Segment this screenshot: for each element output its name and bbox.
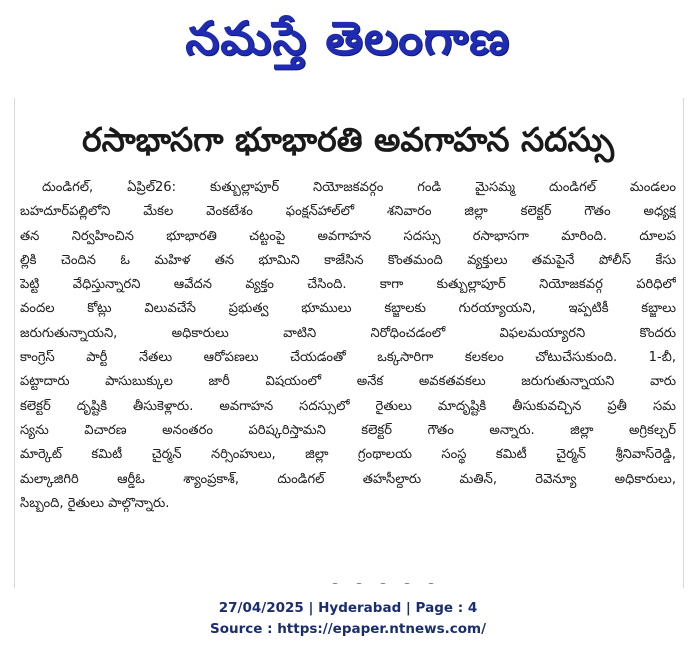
article-line: కాంగ్రెస్ పార్టీ నేతలు ఆరోపణలు చేయడంతో ఒక్కసారిగా కలకలం చోటుచేసుకుంది. 1-బీ,	[20, 350, 676, 366]
article-line: పట్టాదారు పాసుబుక్కుల జారీ విషయంలో అనేక అవకతవకలు జరుగుతున్నాయని వారు	[20, 374, 676, 390]
article-headline: రసాభాసగా భూభారతి అవగాహన సదస్సు	[82, 120, 614, 159]
article-line: కలెక్టర్ దృష్టికి తీసుకెళ్లారు. అవగాహన సదస్సులో రైతులు మాదృష్టికి తీసుకువచ్చిన ప్రతీ సమ	[20, 398, 676, 414]
article-line: వందల కోట్లు విలువచేసే ప్రభుత్వ భూములు కబ్జాలకు గురయ్యాయని, ఇప్పటికీ కబ్జాలు	[20, 301, 676, 317]
article-body	[20, 176, 676, 516]
article-line: జరుగుతున్నాయని, అధికారులు వాటిని నిరోధించడంలో విఫలమయ్యారని కొందరు	[20, 325, 676, 341]
footer	[0, 598, 696, 640]
article-line: బహదూర్‌పల్లిలోని మేకల వెంకటేశం ఫంక్షన్‌హాల్‌లో శనివారం జిల్లా కలెక్టర్ గౌతం అధ్యక్ష	[20, 204, 676, 220]
article-line: మల్కాజిగిరి ఆర్డీఓ శ్యాంప్రకాశ్, దుండిగల్ తహసీల్దారు మతిన్, రెవెన్యూ అధికారులు,	[20, 471, 676, 487]
masthead	[0, 0, 696, 80]
article-line: ల్లికి చెందిన ఓ మహిళ తన భూమిని కాజేసిన కొంతమంది వ్యక్తులు తమపైనే పోలీస్ కేసు	[20, 252, 676, 268]
article-line: మార్కెట్ కమిటీ చైర్మన్ నర్సింహులు, జిల్లా గ్రంథాలయ సంస్థ కమిటీ చైర్మన్ శ్రీనివాస్‌రెడ్డి,	[20, 447, 676, 463]
article-line: పెట్టి వేధిస్తున్నారని ఆవేదన వ్యక్తం చేసింది. కాగా కుత్బుల్లాపూర్ నియోజకవర్గ పరిధిలో	[20, 277, 676, 293]
masthead-logo: నమస్తే తెలంగాణ	[185, 11, 511, 65]
cutoff-text-fragment	[330, 576, 470, 584]
article-line: దుండిగల్, ఏప్రిల్26: కుత్బుల్లాపూర్ నియోజకవర్గం గండి మైసమ్మ దుండిగల్ మండలం	[42, 180, 676, 195]
footer-dateline: 27/04/2025 | Hyderabad | Page : 4	[218, 600, 478, 616]
article-line: సిబ్బంది, రైతులు పాల్గొన్నారు.	[20, 495, 170, 511]
article-line: స్యను విచారణ అనంతరం పరిష్కరిస్తామని కలెక్టర్ గౌతం అన్నారు. జిల్లా అగ్రికల్చర్	[20, 422, 676, 438]
article-line: తన నిర్వహించిన భూభారతి చట్టంపై అవగాహన సదస్సు రసాభాసగా మారింది. దూలప	[20, 228, 676, 244]
footer-source: Source : https://epaper.ntnews.com/	[209, 621, 487, 637]
